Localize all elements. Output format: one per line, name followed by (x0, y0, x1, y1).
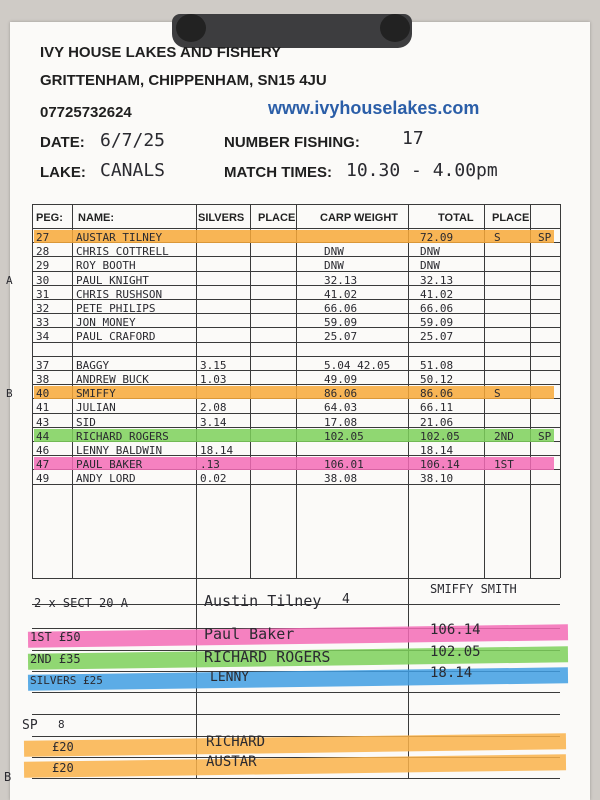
number-fishing-value: 17 (402, 128, 424, 149)
row-peg: 32 (36, 302, 50, 315)
row-total: 66.11 (420, 401, 454, 415)
row-name: JULIAN (76, 401, 116, 415)
sp-label: SP (22, 718, 38, 733)
sections-label: 2 x SECT 20 A (34, 596, 128, 610)
venue-name: IVY HOUSE LAKES AND FISHERY (40, 44, 282, 61)
row-peg: 30 (36, 273, 50, 287)
row-peg: 33 (36, 316, 50, 330)
row-name: CHRIS RUSHSON (76, 287, 163, 301)
first-prize-name: Paul Baker (204, 625, 295, 643)
row-name: PAUL CRAFORD (76, 330, 156, 344)
row-name: PETE PHILIPS (76, 302, 156, 315)
row-note: SP (538, 231, 552, 244)
row-peg: 40 (36, 387, 50, 401)
date-value: 6/7/25 (100, 130, 166, 151)
row-total: 32.13 (420, 273, 454, 287)
section-winner-1: Austin Tilney (204, 592, 322, 610)
col-place: PLACE (258, 212, 296, 224)
col-silvers: SILVERS (198, 212, 245, 224)
row-peg: 41 (36, 401, 50, 415)
second-prize-name: RICHARD ROGERS (204, 648, 331, 666)
number-fishing-label: NUMBER FISHING: (224, 134, 360, 151)
website-link[interactable]: www.ivyhouselakes.com (268, 98, 480, 118)
first-prize-weight: 106.14 (430, 622, 481, 638)
row-carp-weight: 5.04 42.05 (324, 358, 391, 372)
row-note: A (6, 273, 13, 287)
clip-ring-right-icon (380, 14, 410, 42)
row-total: 41.02 (420, 287, 454, 301)
row-carp-weight: 17.08 (324, 415, 358, 429)
row-carp-weight: 86.06 (324, 387, 358, 401)
row-total: 106.14 (420, 458, 460, 472)
row-total: 102.05 (420, 429, 460, 443)
row-carp-weight: 102.05 (324, 429, 364, 443)
section-winner-2: SMIFFY SMITH (430, 582, 517, 596)
row-total: 18.14 (420, 444, 454, 457)
row-place-result: 1ST (494, 458, 514, 472)
second-prize-weight: 102.05 (430, 644, 481, 660)
row-peg: 49 (36, 472, 50, 486)
col-place-2: PLACE (492, 212, 530, 224)
row-silvers: 18.14 (200, 444, 234, 457)
row-peg: 47 (36, 458, 50, 472)
row-carp-weight: 32.13 (324, 273, 358, 287)
col-carp-weight: CARP WEIGHT (320, 212, 399, 224)
sp-winner-2: AUSTAR (206, 754, 257, 770)
row-total: 51.08 (420, 358, 454, 372)
row-peg: 29 (36, 259, 50, 273)
row-name: ANDREW BUCK (76, 373, 149, 386)
row-carp-weight: 38.08 (324, 472, 358, 486)
row-peg: 31 (36, 287, 50, 301)
row-name: SMIFFY (76, 387, 116, 401)
row-total: DNW (420, 259, 440, 273)
row-carp-weight: DNW (324, 245, 344, 259)
row-carp-weight: 49.09 (324, 373, 358, 386)
row-carp-weight: DNW (324, 259, 344, 273)
date-label: DATE: (40, 134, 85, 151)
row-place-result: 2ND (494, 429, 514, 443)
match-times-label: MATCH TIMES: (224, 164, 333, 181)
row-silvers: 1.03 (200, 373, 227, 386)
silvers-prize-label: SILVERS £25 (30, 674, 103, 687)
phone-number: 07725732624 (40, 104, 132, 121)
row-carp-weight: 59.09 (324, 316, 358, 330)
col-name: NAME: (78, 212, 115, 224)
row-name: ROY BOOTH (76, 259, 136, 273)
grid-row-line (32, 714, 560, 715)
row-carp-weight: 25.07 (324, 330, 358, 344)
row-total: 59.09 (420, 316, 454, 330)
row-name: JON MONEY (76, 316, 136, 330)
row-name: RICHARD ROGERS (76, 429, 169, 443)
venue-address: GRITTENHAM, CHIPPENHAM, SN15 4JU (40, 72, 327, 89)
row-carp-weight: 66.06 (324, 302, 358, 315)
row-name: LENNY BALDWIN (76, 444, 163, 457)
row-carp-weight: 106.01 (324, 458, 364, 472)
sp-prize-2: £20 (52, 761, 74, 775)
row-peg: 38 (36, 373, 50, 386)
row-total: 50.12 (420, 373, 454, 386)
row-peg: 46 (36, 444, 50, 457)
first-prize-label: 1ST £50 (30, 630, 81, 644)
silvers-prize-weight: 18.14 (430, 665, 473, 681)
row-peg: 27 (36, 231, 50, 244)
clip-ring-left-icon (176, 14, 206, 42)
row-name: AUSTAR TILNEY (76, 231, 163, 244)
row-peg: 44 (36, 429, 50, 443)
row-silvers: 3.15 (200, 358, 227, 372)
row-total: 86.06 (420, 387, 454, 401)
row-peg: 43 (36, 415, 50, 429)
row-name: PAUL BAKER (76, 458, 143, 472)
row-name: BAGGY (76, 358, 110, 372)
row-name: CHRIS COTTRELL (76, 245, 169, 259)
second-prize-label: 2ND £35 (30, 652, 81, 666)
row-total: 38.10 (420, 472, 454, 486)
silvers-prize-name: LENNY (210, 670, 250, 685)
grid-col-line (560, 204, 561, 578)
lake-label: LAKE: (40, 164, 86, 181)
sp-count: 8 (58, 718, 65, 731)
sp-winner-1: RICHARD (206, 734, 266, 750)
row-total: 21.06 (420, 415, 454, 429)
row-name: SID (76, 415, 96, 429)
col-total: TOTAL (438, 212, 474, 224)
row-name: PAUL KNIGHT (76, 273, 149, 287)
grid-row-line (32, 578, 560, 579)
col-peg: PEG: (36, 212, 63, 224)
row-peg: 34 (36, 330, 50, 344)
row-peg: 37 (36, 358, 50, 372)
row-silvers: 2.08 (200, 401, 227, 415)
row-carp-weight: 64.03 (324, 401, 358, 415)
match-times-value: 10.30 - 4.00pm (346, 160, 498, 181)
row-total: DNW (420, 245, 440, 259)
row-carp-weight: 41.02 (324, 287, 358, 301)
row-silvers: 3.14 (200, 415, 227, 429)
lake-value: CANALS (100, 160, 166, 181)
row-total: 66.06 (420, 302, 454, 315)
row-place-result: S (494, 387, 501, 401)
row-note: SP (538, 429, 552, 443)
row-total: 25.07 (420, 330, 454, 344)
grid-row-line (32, 692, 560, 693)
clipboard-clip (172, 14, 412, 48)
grid-row-line (32, 778, 560, 779)
margin-letter-b: B (4, 770, 12, 784)
row-silvers: 0.02 (200, 472, 227, 486)
row-place-result: S (494, 231, 501, 244)
row-silvers: .13 (200, 458, 220, 472)
row-total: 72.09 (420, 231, 454, 244)
row-name: ANDY LORD (76, 472, 136, 486)
grid-col-line (32, 204, 33, 578)
section-mark: 4 (342, 592, 350, 607)
row-note: B (6, 387, 13, 401)
row-peg: 28 (36, 245, 50, 259)
sp-prize-1: £20 (52, 740, 74, 754)
